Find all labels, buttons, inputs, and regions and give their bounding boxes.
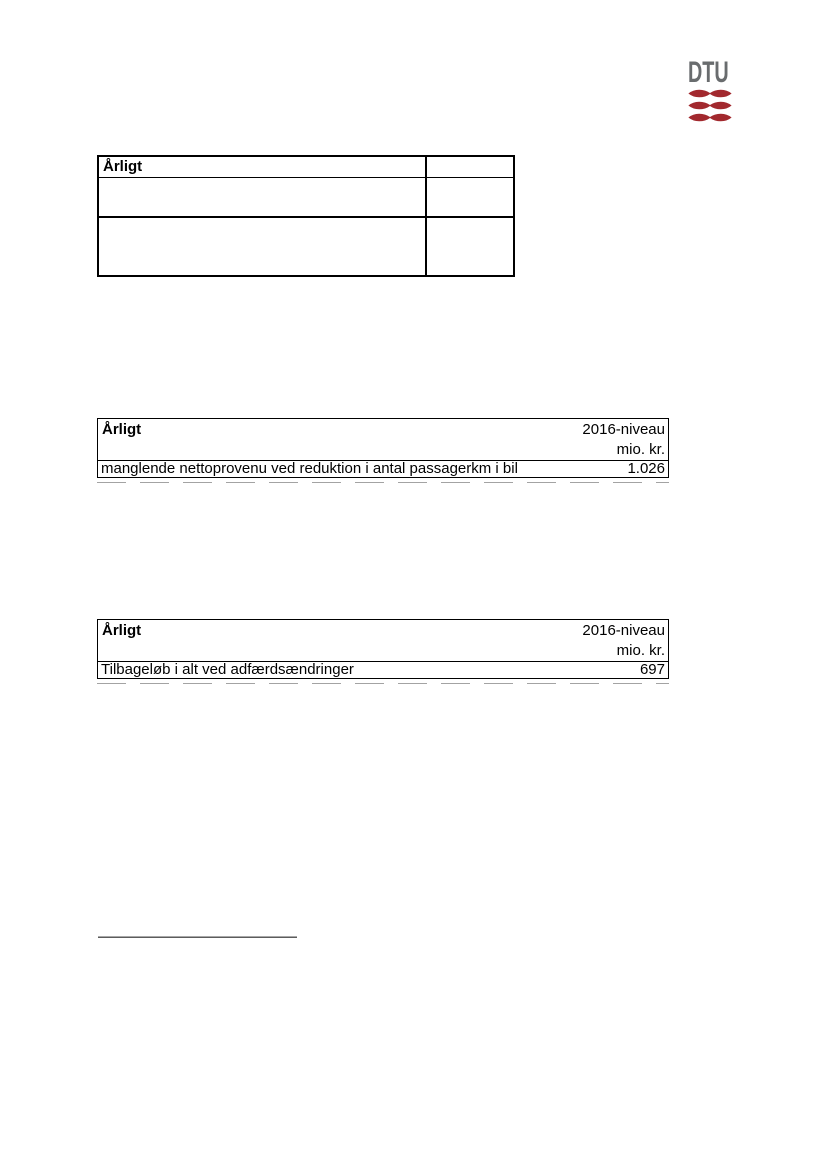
table-tilbageloeb-unit-label [582,621,665,661]
table-annual-empty-header-cell: Årligt [99,157,427,178]
dtu-logo-text: DTU [688,56,729,89]
clipped-gridline-under-net-revenue [97,482,669,483]
table-annual-empty-row2-label-cell [99,218,427,275]
table-tilbageloeb-unit-line1: 2016-niveau [582,622,665,639]
dtu-wave-row-icon [688,101,732,110]
dtu-logo [688,56,734,125]
table-row [98,662,668,678]
table-annual-empty-header-value-cell [427,157,513,178]
table-row [98,461,668,477]
table-net-revenue-row-value: 1.026 [627,460,665,477]
table-net-revenue-unit-line2: mio. kr. [616,441,665,458]
table-net-revenue-unit-line1: 2016-niveau [582,421,665,438]
footnote-separator-rule [98,936,297,938]
table-tilbageloeb [97,619,669,679]
table-tilbageloeb-row-label: Tilbageløb i alt ved adfærdsændringer [101,661,354,678]
table-net-revenue-row-label: manglende nettoprovenu ved reduktion i antal passagerkm i bil [101,460,518,477]
table-tilbageloeb-header-label: Årligt [102,622,142,639]
table-annual-empty-row2-value-cell [427,218,513,275]
table-net-revenue-unit-label [582,420,665,460]
table-annual-empty-row1-label-cell [99,178,427,218]
table-net-revenue [97,418,669,478]
clipped-gridline-under-tilbageloeb [97,683,669,684]
table-tilbageloeb-unit-line2: mio. kr. [616,642,665,659]
dtu-wave-row-icon [688,113,732,122]
table-net-revenue-header-label: Årligt [102,421,142,438]
table-tilbageloeb-header [98,620,668,662]
dtu-wave-icon [688,89,734,122]
table-net-revenue-header [98,419,668,461]
table-annual-empty-row1-value-cell [427,178,513,218]
table-annual-empty [97,155,515,277]
table-tilbageloeb-row-value: 697 [639,661,665,678]
dtu-wave-row-icon [688,89,732,98]
